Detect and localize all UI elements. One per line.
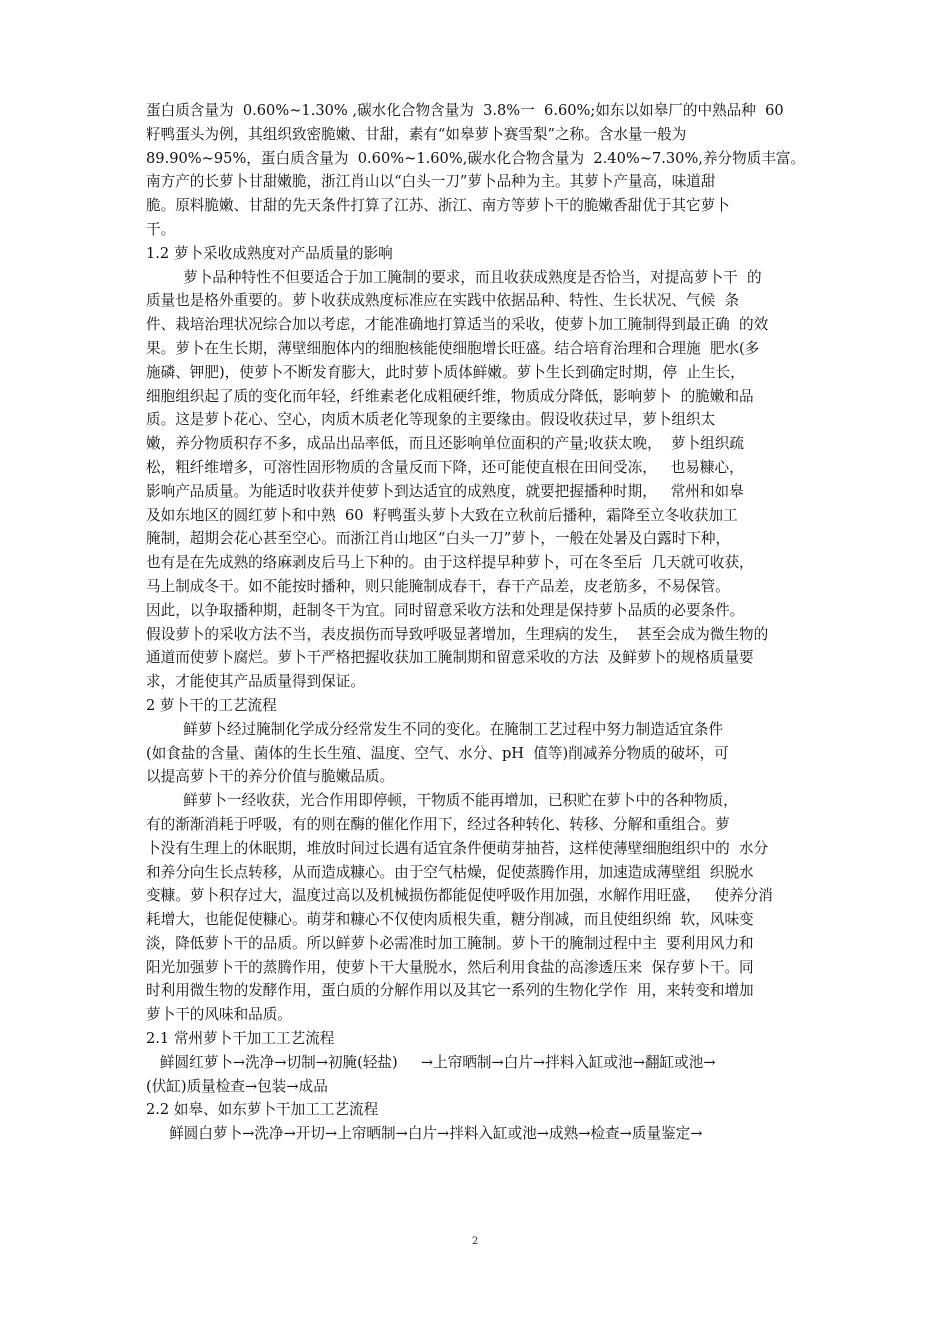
text-line: 也有是在先成熟的络麻剥皮后马上下种的。由于这样提早种萝卜，可在冬至后 几天就可收获，: [146, 554, 754, 572]
text-line: 求，才能使其产品质量得到保证。: [146, 673, 365, 691]
text-line: (如食盐的含量、菌体的生长生殖、温度、空气、水分、pH 值等)削减养分物质的破坏，可: [146, 744, 729, 762]
text-line: 件、栽培治理状况综合加以考虑，才能准确地打算适当的采收，使萝卜加工腌制得到最正确 的效: [146, 316, 769, 334]
text-line: 籽鸭蛋头为例，其组织致密脆嫩、甘甜，素有“如皋萝卜赛雪梨”之称。含水量一般为: [146, 125, 687, 143]
text-line: 嫩，养分物质积存不多，成品出品率低，而且还影响单位面积的产量;收获太晚， 萝卜组织疏: [146, 435, 744, 453]
text-line: 影响产品质量。为能适时收获并使萝卜到达适宜的成熟度，就要把握播种时期， 常州和如皋: [146, 482, 744, 500]
text-line: 细胞组织起了质的变化而年轻，纤维素老化成粗硬纤维，物质成分降低，影响萝卜 的脆嫩和品: [146, 387, 754, 405]
paragraph: [146, 789, 816, 1027]
text-line: 鲜萝卜一经收获，光合作用即停顿，干物质不能再增加，已积贮在萝卜中的各种物质，: [146, 792, 738, 810]
text-line: 南方产的长萝卜甘甜嫩脆，浙江肖山以“白头一刀”萝卜品种为主。其萝卜产量高，味道甜: [146, 173, 716, 191]
text-line: 质量也是格外重要的。萝卜收获成熟度标准应在实践中依据品种、特性、生长状况、气候 条: [146, 292, 740, 310]
text-line: 及如东地区的圆红萝卜和中熟 60 籽鸭蛋头萝卜大致在立秋前后播种，霜降至立冬收获加工: [146, 506, 738, 524]
text-line: 腌制，超期会花心甚至空心。而浙江肖山地区“白头一刀”萝卜，一般在处暑及白露时下种，: [146, 530, 731, 548]
text-line: 变糠。萝卜积存过大，温度过高以及机械损伤都能促使呼吸作用加强，水解作用旺盛， 使养分消: [146, 887, 773, 905]
text-line: 通道而使萝卜腐烂。萝卜干严格把握收获加工腌制期和留意采收的方法 及鲜萝卜的规格质量要: [146, 649, 754, 667]
page-number: 2: [471, 1236, 479, 1247]
text-line: 质。这是萝卜花心、空心，肉质木质老化等现象的主要缘由。假设收获过早，萝卜组织太: [146, 411, 716, 429]
text-line: 萝卜品种特性不但要适合于加工腌制的要求，而且收获成熟度是否恰当，对提高萝卜干 的: [146, 268, 762, 286]
text-line: 卜没有生理上的休眠期，堆放时间过长遇有适宜条件便萌芽抽苔，这样使薄壁细胞组织中的 水分: [146, 839, 769, 857]
text-line: 假设萝卜的采收方法不当，表皮损伤而导致呼吸显著增加，生理病的发生， 甚至会成为微生物的: [146, 625, 769, 643]
text-line: 鲜圆红萝卜→洗净→切制→初腌(轻盐) →上帘晒制→白片→拌料入缸或池→翻缸或池→: [146, 1053, 716, 1071]
document-body: [146, 99, 816, 1146]
section-heading: 2 萝卜干的工艺流程: [146, 696, 277, 714]
text-line: 果。萝卜在生长期，薄壁细胞体内的细胞核能使细胞增长旺盛。结合培育治理和合理施 肥水(多: [146, 339, 760, 357]
text-line: 松，粗纤维增多，可溶性固形物质的含量反而下降，还可能使直根在田间受冻， 也易糠心，: [146, 458, 744, 476]
text-line: 萝卜干的风味和品质。: [146, 1006, 292, 1024]
text-line: 施磷、钾肥)，使萝卜不断发育膨大，此时萝卜质体鲜嫩。萝卜生长到确定时期，停 止生长，: [146, 363, 745, 381]
text-line: 马上制成冬干。如不能按时播种，则只能腌制成春干，春干产品差，皮老筋多，不易保管。: [146, 577, 730, 595]
section-heading: 2.2 如皋、如东萝卜干加工工艺流程: [146, 1101, 379, 1119]
text-line: 鲜萝卜经过腌制化学成分经常发生不同的变化。在腌制工艺过程中努力制造适宜条件: [146, 720, 724, 738]
text-line: 以提高萝卜干的养分价值与脆嫩品质。: [146, 768, 395, 786]
text-line: 有的渐渐消耗于呼吸，有的则在酶的催化作用下，经过各种转化、转移、分解和重组合。萝: [146, 815, 730, 833]
text-line: 耗增大，也能促使糠心。萌芽和糠心不仅使肉质根失重，糖分削减，而且使组织绵 软，风味变: [146, 911, 754, 929]
paragraph: [146, 266, 816, 694]
text-line: 和养分向生长点转移，从而造成糠心。由于空气枯燥，促使蒸腾作用，加速造成薄壁组 织脱水: [146, 863, 754, 881]
paragraph: [146, 1122, 816, 1146]
paragraph: [146, 99, 816, 242]
section-heading: 2.1 常州萝卜干加工工艺流程: [146, 1030, 335, 1048]
text-line: 因此，以争取播种期，赶制冬干为宜。同时留意采收方法和处理是保持萝卜品质的必要条件。: [146, 601, 745, 619]
paragraph: [146, 1051, 816, 1099]
text-line: 鲜圆白萝卜→洗净→开切→上帘晒制→白片→拌料入缸或池→成熟→检查→质量鉴定→: [146, 1125, 703, 1143]
text-line: 蛋白质含量为 0.60%~1.30% ,碳水化合物含量为 3.8%一 6.60%;如东以如皋厂的中熟品种 60: [146, 102, 784, 119]
text-line: 淡，降低萝卜干的品质。所以鲜萝卜必需准时加工腌制。萝卜干的腌制过程中主 要利用风力和: [146, 934, 754, 952]
text-line: 干。: [146, 220, 176, 238]
text-line: (伏缸)质量检查→包装→成品: [146, 1077, 328, 1095]
section-heading: 1.2 萝卜采收成熟度对产品质量的影响: [146, 244, 393, 262]
text-line: 时利用微生物的发酵作用，蛋白质的分解作用以及其它一系列的生物化学作 用，来转变和增加: [146, 982, 754, 1000]
paragraph: [146, 718, 816, 789]
text-line: 脆。原料脆嫩、甘甜的先天条件打算了江苏、浙江、南方等萝卜干的脆嫩香甜优于其它萝卜: [146, 197, 730, 215]
text-line: 89.90%~95%，蛋白质含量为 0.60%~1.60%,碳水化合物含量为 2.40%~7.30%,养分物质丰富。: [146, 149, 806, 167]
text-line: 阳光加强萝卜干的蒸腾作用，使萝卜干大量脱水，然后利用食盐的高渗透压来 保存萝卜干。同: [146, 958, 754, 976]
